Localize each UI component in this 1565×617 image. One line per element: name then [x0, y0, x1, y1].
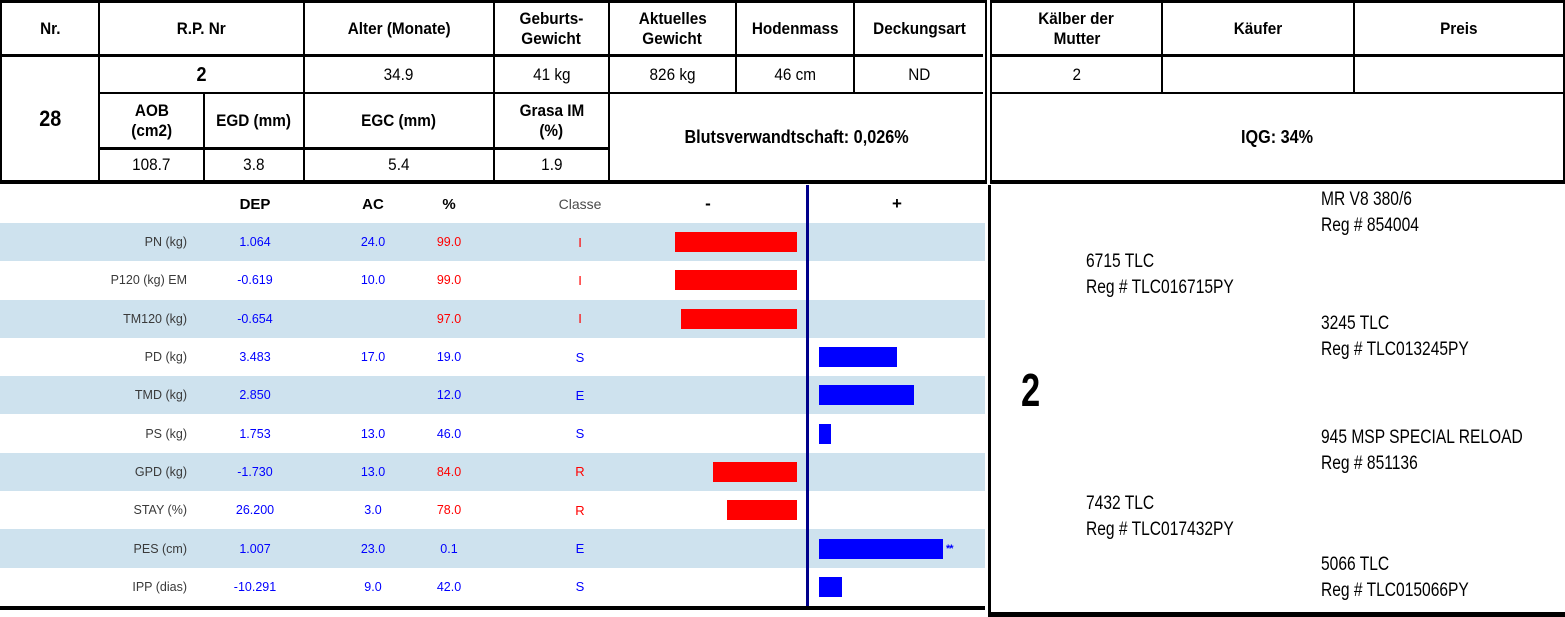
epd-minus-cell	[610, 376, 806, 414]
header-aktuelles-gewicht: Aktuelles Gewicht	[610, 3, 737, 57]
epd-row	[0, 414, 985, 452]
epd-minus-cell	[610, 223, 806, 261]
epd-header-ac: AC	[362, 195, 384, 213]
epd-header-dep: DEP	[239, 195, 271, 213]
value-grasa-im: 1.9	[495, 150, 610, 180]
value-egd: 3.8	[205, 150, 305, 180]
negative-bar	[727, 500, 797, 520]
value-aob: 108.7	[100, 150, 205, 180]
epd-plus-cell	[809, 223, 985, 261]
epd-plus-cell	[809, 300, 985, 338]
negative-bar	[713, 462, 797, 482]
value-preis	[1355, 57, 1563, 94]
animal-name: 945 MSP SPECIAL RELOAD	[1321, 427, 1523, 448]
epd-dep-value: 3.483	[239, 350, 271, 365]
pedigree-sire-dam	[1321, 311, 1469, 363]
epd-ac-value	[323, 376, 423, 414]
pedigree-dam-sire	[1321, 425, 1523, 477]
epd-classe-value: R	[575, 502, 585, 518]
header-alter: Alter (Monate)	[305, 3, 495, 57]
epd-plus-cell	[809, 453, 985, 491]
positive-bar	[819, 539, 943, 559]
header-kaeufer: Käufer	[1163, 3, 1355, 57]
header-egd: EGD (mm)	[205, 94, 305, 150]
epd-ac-value: 24.0	[360, 235, 386, 250]
epd-minus-cell	[610, 338, 806, 376]
epd-row	[0, 453, 985, 491]
header-rp-nr: R.P. Nr	[100, 3, 305, 57]
epd-dep-value: 26.200	[235, 503, 275, 518]
header-deckungsart: Deckungsart	[855, 3, 983, 57]
animal-reg: Reg # 851136	[1321, 453, 1418, 474]
positive-bar	[819, 385, 914, 405]
epd-row-label: IPP (dias)	[132, 579, 187, 594]
epd-pct-value: 42.0	[436, 579, 462, 594]
epd-classe-value: S	[575, 426, 585, 442]
sale-data-table	[990, 0, 1565, 184]
epd-row	[0, 529, 985, 567]
epd-ac-value: 23.0	[360, 541, 386, 556]
epd-pct-value: 19.0	[436, 350, 462, 365]
animal-reg: Reg # TLC013245PY	[1321, 339, 1469, 360]
epd-classe-value: S	[575, 579, 585, 595]
epd-row-label: STAY (%)	[133, 503, 187, 518]
header-grasa-im: Grasa IM (%)	[495, 94, 610, 150]
pedigree-lot-number: 2	[1021, 364, 1041, 416]
value-egc: 5.4	[305, 150, 495, 180]
pedigree-panel	[988, 185, 1565, 617]
epd-row-label: TM120 (kg)	[123, 311, 187, 326]
value-deckungsart: ND	[855, 57, 983, 94]
animal-reg: Reg # 854004	[1321, 215, 1419, 236]
negative-bar	[675, 270, 797, 290]
epd-dep-value: 1.753	[239, 426, 271, 441]
epd-minus-cell	[610, 491, 806, 529]
pedigree-dam	[1086, 491, 1234, 543]
epd-ac-value: 13.0	[360, 426, 386, 441]
value-rp-nr: 2	[100, 57, 305, 94]
epd-row-label: PN (kg)	[144, 235, 187, 250]
value-geburtsgewicht: 41 kg	[495, 57, 610, 94]
animal-name: MR V8 380/6	[1321, 189, 1412, 210]
epd-ac-value: 10.0	[360, 273, 386, 288]
bar-annotation: **	[946, 542, 953, 555]
animal-name: 7432 TLC	[1086, 493, 1155, 514]
epd-row-label: PES (cm)	[133, 541, 187, 556]
epd-pct-value: 84.0	[436, 464, 462, 479]
epd-row-label: P120 (kg) EM	[110, 273, 187, 288]
animal-reg: Reg # TLC017432PY	[1086, 519, 1234, 540]
epd-classe-value: E	[575, 541, 585, 557]
epd-chart	[0, 185, 985, 610]
epd-plus-cell	[809, 568, 985, 606]
epd-minus-cell	[610, 261, 806, 299]
lot-nr-cell: 28	[2, 57, 100, 180]
epd-plus-cell	[809, 376, 985, 414]
iqg-cell: IQG: 34%	[1241, 127, 1314, 147]
epd-row-label: PD (kg)	[144, 350, 187, 365]
animal-name: 3245 TLC	[1321, 313, 1390, 334]
pedigree-dam-dam	[1321, 552, 1469, 604]
epd-dep-value: 1.064	[239, 235, 271, 250]
header-nr: Nr.	[2, 3, 100, 57]
epd-classe-value: R	[575, 464, 585, 480]
epd-header-row	[0, 185, 985, 223]
header-preis: Preis	[1355, 3, 1563, 57]
value-aktuelles-gewicht: 826 kg	[610, 57, 737, 94]
epd-classe-value: S	[575, 349, 585, 365]
epd-minus-cell	[610, 414, 806, 452]
negative-bar	[681, 309, 797, 329]
header-kaelber-der-mutter: Kälber der Mutter	[992, 3, 1163, 57]
epd-pct-value: 99.0	[436, 273, 462, 288]
epd-plus-cell	[809, 261, 985, 299]
positive-bar	[819, 424, 831, 444]
epd-ac-value: 3.0	[364, 503, 382, 518]
value-hodenmass: 46 cm	[737, 57, 855, 94]
header-hodenmass: Hodenmass	[737, 3, 855, 57]
epd-pct-value: 12.0	[436, 388, 462, 403]
epd-header-classe: Classe	[558, 196, 602, 212]
epd-plus-cell	[809, 414, 985, 452]
epd-classe-value: I	[578, 234, 582, 250]
epd-pct-value: 46.0	[436, 426, 462, 441]
value-alter: 34.9	[305, 57, 495, 94]
animal-reg: Reg # TLC016715PY	[1086, 277, 1234, 298]
epd-minus-cell	[610, 300, 806, 338]
animal-name: 6715 TLC	[1086, 251, 1155, 272]
header-geburtsgewicht: Geburts- Gewicht	[495, 3, 610, 57]
epd-row-label: TMD (kg)	[134, 388, 187, 403]
epd-rows	[0, 223, 985, 606]
header-aob: AOB (cm2)	[100, 94, 205, 150]
epd-classe-value: I	[578, 311, 582, 327]
epd-ac-value: 9.0	[364, 579, 382, 594]
epd-pct-value: 97.0	[436, 311, 462, 326]
epd-row-label: PS (kg)	[145, 426, 187, 441]
epd-plus-cell	[809, 491, 985, 529]
value-kaelber-der-mutter: 2	[992, 57, 1163, 94]
header-egc: EGC (mm)	[305, 94, 495, 150]
epd-minus-cell	[610, 453, 806, 491]
epd-plus-cell	[809, 338, 985, 376]
zero-axis-divider	[806, 185, 809, 606]
epd-classe-value: I	[578, 272, 582, 288]
epd-row	[0, 491, 985, 529]
animal-data-table	[0, 0, 987, 184]
epd-header-pct: %	[442, 195, 456, 213]
epd-classe-value: E	[575, 387, 585, 403]
epd-dep-value: 2.850	[239, 388, 271, 403]
epd-minus-cell	[610, 568, 806, 606]
epd-ac-value	[323, 300, 423, 338]
epd-row-label: GPD (kg)	[134, 464, 187, 479]
epd-row	[0, 223, 985, 261]
epd-dep-value: -10.291	[233, 579, 277, 594]
epd-header-minus: -	[705, 194, 711, 213]
pedigree-sire-sire	[1321, 187, 1419, 239]
animal-name: 5066 TLC	[1321, 554, 1390, 575]
epd-ac-value: 17.0	[360, 350, 386, 365]
epd-dep-value: 1.007	[239, 541, 271, 556]
epd-pct-value: 99.0	[436, 235, 462, 250]
epd-row	[0, 338, 985, 376]
value-kaeufer	[1163, 57, 1355, 94]
epd-ac-value: 13.0	[360, 464, 386, 479]
epd-row	[0, 568, 985, 606]
positive-bar	[819, 577, 842, 597]
epd-row	[0, 300, 985, 338]
epd-row	[0, 261, 985, 299]
epd-dep-value: -0.654	[237, 311, 273, 326]
epd-header-plus: +	[892, 194, 902, 213]
epd-row	[0, 376, 985, 414]
epd-dep-value: -1.730	[237, 464, 273, 479]
blutsverwandtschaft-cell: Blutsverwandtschaft: 0,026%	[684, 127, 909, 147]
negative-bar	[675, 232, 797, 252]
animal-reg: Reg # TLC015066PY	[1321, 580, 1469, 601]
epd-minus-cell	[610, 529, 806, 567]
epd-pct-value: 0.1	[440, 541, 458, 556]
epd-plus-cell	[809, 529, 985, 567]
epd-dep-value: -0.619	[237, 273, 273, 288]
positive-bar	[819, 347, 897, 367]
epd-pct-value: 78.0	[436, 503, 462, 518]
pedigree-sire	[1086, 249, 1234, 301]
